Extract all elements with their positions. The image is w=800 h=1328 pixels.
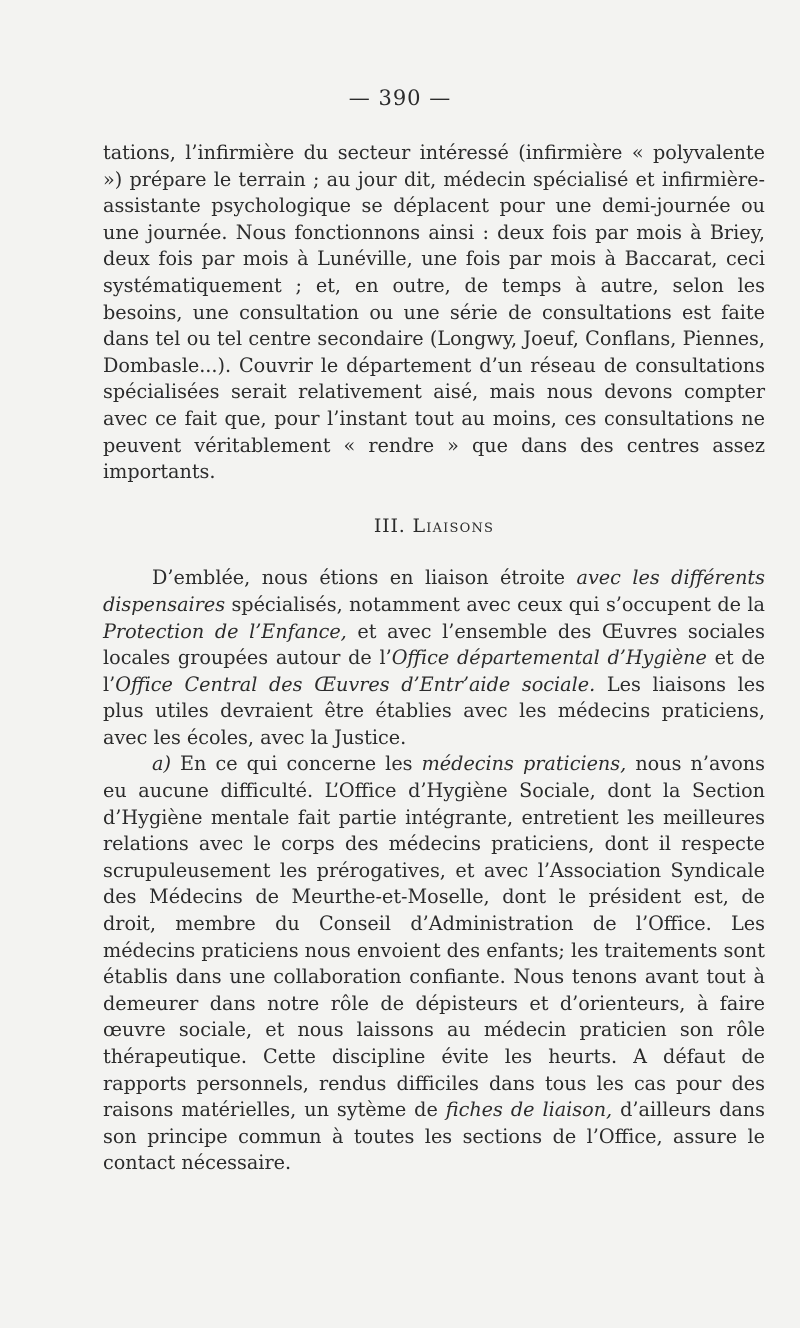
page-number: — 390 — bbox=[348, 86, 452, 110]
italic-run: Office départemental d’Hygiène bbox=[391, 646, 707, 670]
italic-run: Office Central des Œuvres d’Entr’aide sociale. bbox=[115, 672, 596, 696]
italic-run: fiches de liaison, bbox=[445, 1098, 613, 1122]
italic-run: a) bbox=[152, 752, 171, 776]
text-run: Les liaisons les plus utiles devraient être établies avec les médecins praticiens, avec les écoles, avec la Justice. bbox=[103, 672, 765, 749]
text-run: et avec l’ensemble des Œuvres sociales locales groupées autour de l’ bbox=[103, 619, 765, 670]
section-title: Liaisons bbox=[412, 514, 495, 537]
text-run: spécialisés, notamment avec ceux qui s’occupent de la bbox=[225, 592, 765, 616]
text-run: nous n’avons eu aucune difficulté. L’Office d’Hygiène Sociale, dont la Section d’Hygiène mentale fait partie intégrante, entretient les meilleures relations avec le corps des médecins praticiens, dont il respecte scrupuleusement les prérogatives, et avec l’Association Syndicale des Médecins de Meurthe-et-Moselle, dont le président est, de droit, membre du Conseil d’Administration de l’Office. Les médecins praticiens nous envoient des enfants; les traitements sont établis dans une collaboration confiante. Nous tenons avant tout à demeurer dans notre rôle de dépisteurs et d’orienteurs, à faire œuvre sociale, et nous laissons au médecin praticien son rôle thérapeutique. Cette discipline évite les heurts. A défaut de rapports personnels, rendus difficiles dans tous les cas pour des raisons matérielles, un sytème de bbox=[103, 752, 766, 1122]
section-number: III. bbox=[373, 514, 406, 537]
italic-run: Protection de l’Enfance, bbox=[103, 619, 347, 643]
italic-run: avec les différents dispensaires bbox=[103, 566, 765, 616]
body-text bbox=[103, 140, 765, 1177]
text-run: et de l’ bbox=[103, 646, 765, 696]
text-run: En ce qui concerne les bbox=[170, 752, 422, 776]
paragraph-medecins-praticiens bbox=[103, 751, 765, 1177]
italic-run: médecins praticiens, bbox=[421, 752, 627, 776]
paragraph-continuation: tations, l’infirmière du secteur intéressé (infirmière « polyvalente ») prépare le terrain ; au jour dit, médecin spécialisé et infirmière-assistante psychologique se déplacent pour une demi-journée ou une journée. Nous fonctionnons ainsi : deux fois par mois à Briey, deux fois par mois à Lunéville, une fois par mois à Baccarat, ceci systématiquement ; et, en outre, de temps à autre, selon les besoins, une consultation ou une série de consultations est faite dans tel ou tel centre secondaire (Longwy, Joeuf, Conflans, Piennes, Dombasle...). Couvrir le département d’un réseau de consultations spécialisées serait relativement aisé, mais nous devons compter avec ce fait que, pour l’instant tout au moins, ces consultations ne peuvent véritablement « rendre » que dans des centres assez importants. bbox=[103, 141, 765, 484]
paragraph-dispensaires bbox=[103, 565, 765, 751]
section-heading bbox=[103, 513, 765, 540]
text-run: D’emblée, nous étions en liaison étroite bbox=[152, 566, 577, 590]
text-run: d’ailleurs dans son principe commun à toutes les sections de l’Office, assure le contact nécessaire. bbox=[103, 1098, 765, 1175]
